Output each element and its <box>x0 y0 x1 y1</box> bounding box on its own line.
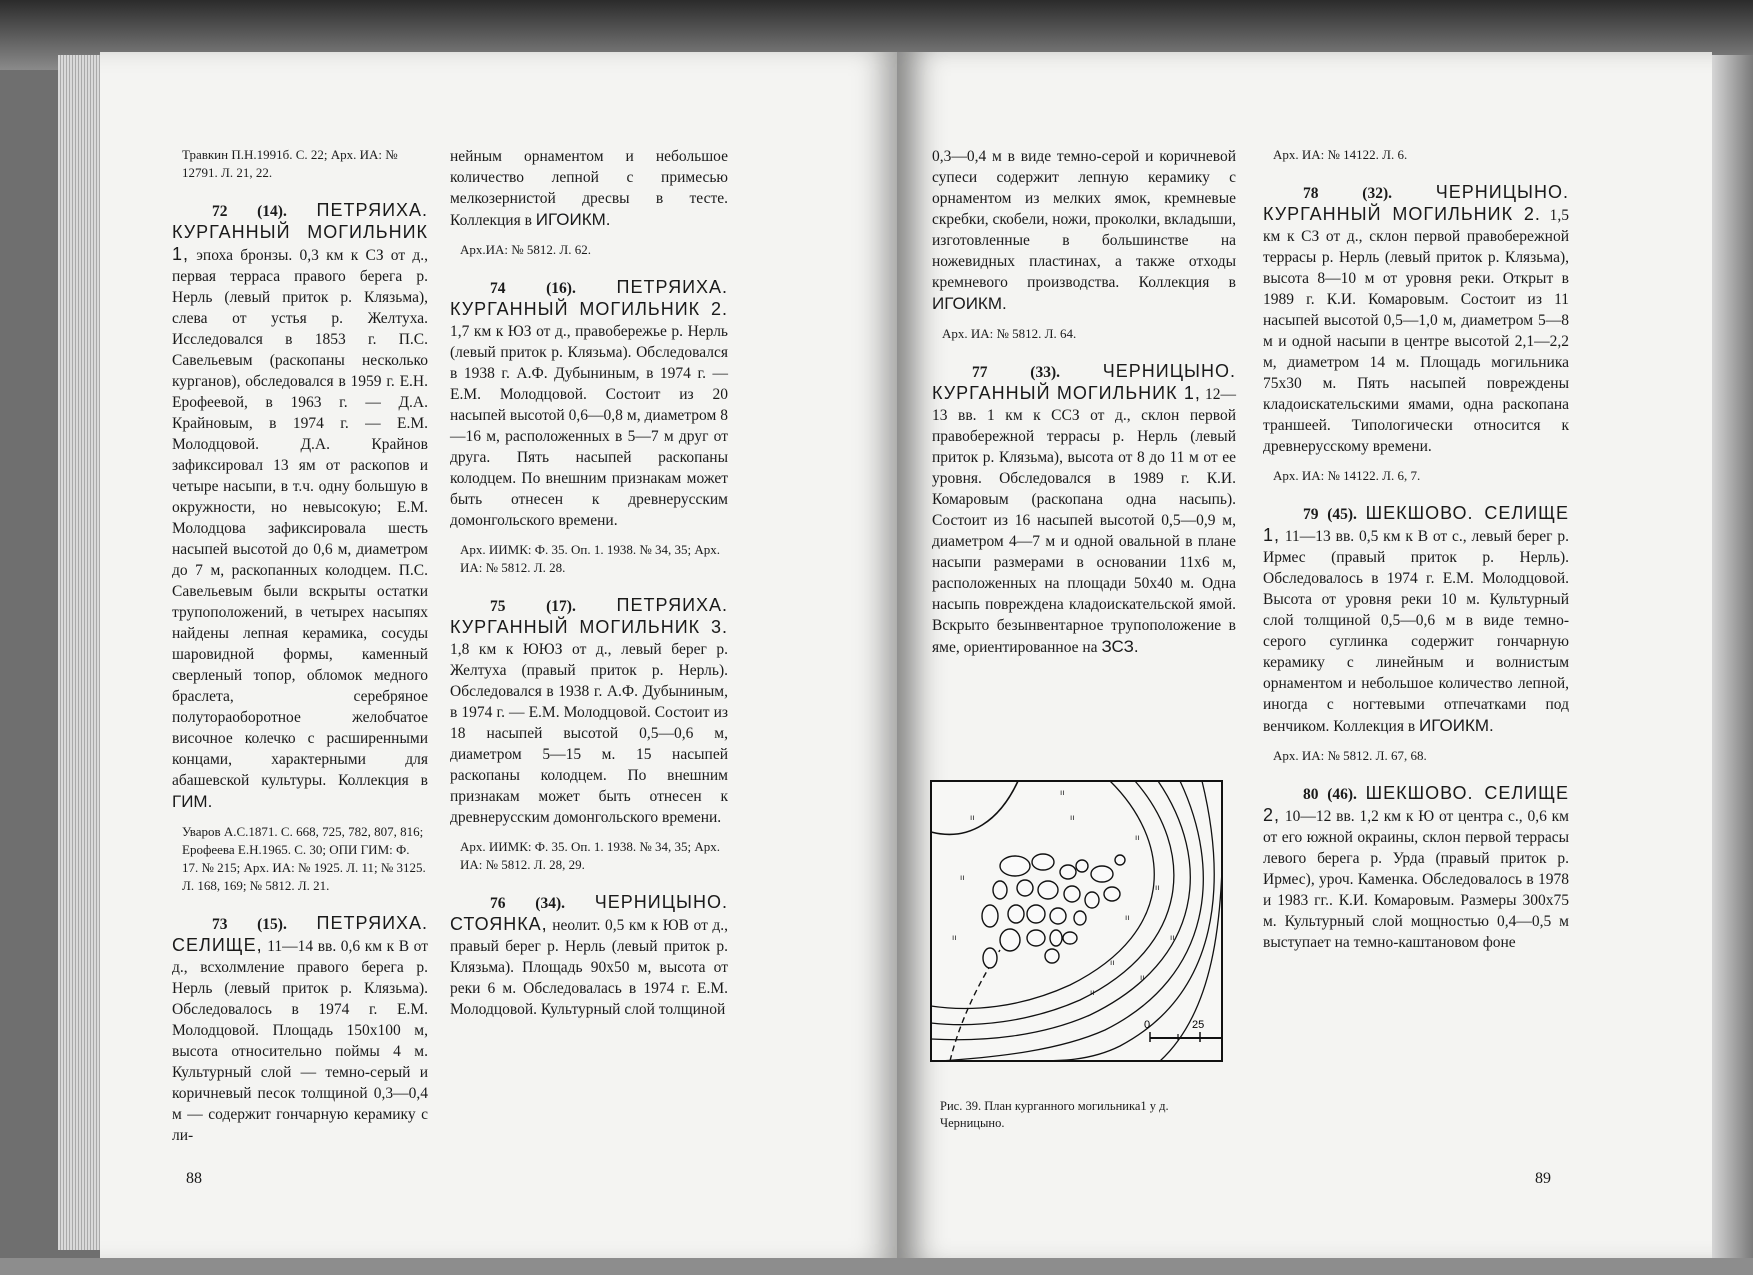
entry-number: 73 (15). <box>212 916 287 933</box>
right-book-edge <box>1712 55 1753 1265</box>
entry-number: 76 (34). <box>490 895 565 912</box>
entry-number: 80 (46). <box>1303 786 1357 803</box>
entry-heading: ЧЕРНИЦЫНО. КУРГАННЫЙ МОГИЛЬНИК 1, <box>932 361 1236 403</box>
collection-name: ИГОИКМ. <box>535 210 611 229</box>
entry-body: 11—14 вв. 0,6 км к В от д., всхолмление правого берега р. Нерль (левый приток р. Клязьма). Обследовалось в 1974 г. Е.М. Молодцовой. Площадь 150х100 м, высота относительно поймы 4 м. Культурный слой — темно-серый и коричневый песок толщиной 0,3—0,4 м — содержит гончарную керамику с ли- <box>172 938 429 1144</box>
left-column-2 <box>450 146 728 1026</box>
svg-text:ıı: ıı <box>970 813 975 822</box>
mound <box>1085 892 1099 908</box>
catalog-entry-78 <box>1263 182 1569 457</box>
entry-number: 79 (45). <box>1303 506 1357 523</box>
svg-text:ıı: ıı <box>1060 788 1065 797</box>
scale-min-label: 0 <box>1144 1019 1151 1031</box>
svg-text:ıı: ıı <box>1090 988 1095 997</box>
page-number-right: 89 <box>1535 1170 1551 1187</box>
mound <box>1032 854 1054 870</box>
reference-list: Травкин П.Н.1991б. С. 22; Арх. ИА: № 12791. Л. 21, 22. <box>182 147 398 180</box>
mound <box>1027 930 1045 946</box>
entry-heading: ЧЕРНИЦЫНО. СТОЯНКА, <box>450 892 728 934</box>
scan-background-bottom <box>0 1258 1753 1275</box>
catalog-entry-76 <box>450 892 728 1020</box>
mound <box>1027 905 1045 923</box>
entry-continuation <box>932 146 1236 315</box>
reference-list: Арх. ИА: № 5812. Л. 67, 68. <box>1273 748 1427 763</box>
mound <box>1000 856 1030 876</box>
svg-text:ıı: ıı <box>1070 813 1075 822</box>
entry-heading: ШЕКШОВО. СЕЛИЩЕ 2, <box>1263 783 1570 825</box>
svg-text:ıı: ıı <box>1140 973 1145 982</box>
entry-body: 1,5 км к СЗ от д., склон первой правобережной террасы р. Нерль (левый приток р. Клязьма), высота 8—10 м от уровня реки. Открыт в 1989 г. К.И. Комаровым. Состоит из 11 насыпей высотой 0,5—1,0 м, диаметром 5—8 м и одной насыпи в центре высотой 2,1—2,2 м, диаметром 14 м. Площадь могильника 75х30 м. Пять насыпей повреждены кладоискательскими ямами, одна раскопана траншеей. Типологически относится к древнерусскому времени. <box>1263 207 1570 455</box>
mound <box>1045 949 1059 963</box>
svg-text:ıı: ıı <box>1155 883 1160 892</box>
entry-number: 78 (32). <box>1303 185 1392 202</box>
left-column-1 <box>172 147 429 1152</box>
reference-list: Уваров А.С.1871. С. 668, 725, 782, 807, 816; Ерофеева Е.Н.1965. С. 30; ОПИ ГИМ: Ф. 17. № 215; Арх. ИА: № 1925. Л. 11; № 3125. Л. 168, 169; № 5812. Л. 21. <box>182 824 426 893</box>
mound <box>982 905 998 927</box>
reference-list: Арх. ИА: № 14122. Л. 6, 7. <box>1273 468 1421 483</box>
entry-body: эпоха бронзы. 0,3 км к СЗ от д., первая терраса правого берега р. Нерль (левый приток р. Клязьма), слева от устья р. Желтуха. Исследовался в 1853 г. П.С. Савельевым (раскопаны несколько курганов), обследовался в 1959 г. Е.Н. Ерофеевой, в 1963 г. — Д.А. Крайновым, в 1974 г. — Е.М. Молодцовой. Д.А. Крайнов зафиксировал 13 ям от раскопов и четыре насыпи, в т.ч. одну большую в окружности, но невысокую; Е.М. Молодцова зафиксировала шесть насыпей высотой до 0,6 м, диаметром до 7 м, раскопанных колодцем. П.С. Савельевым были вскрыты остатки трупоположений, в четырех насыпях найдены лепная керамика, сосуды шаровидной формы, каменный сверленый топор, обломок медного браслета, серебряное полутораоборотное желобчатое височное колечко с расширенными концами, характерными для абашевской культуры. Коллекция в <box>172 247 428 789</box>
mound <box>1074 911 1086 925</box>
reference-list: Арх.ИА: № 5812. Л. 62. <box>460 242 591 257</box>
entry-body: 12—13 вв. 1 км к ССЗ от д., склон первой правобережной террасы р. Нерль (левый приток р. Клязьма), высота от 8 до 11 м от ее уровня. Обследовался в 1989 г. К.И. Комаровым (раскопана одна насыпь). Состоит из 16 насыпей высотой 0,5—0,9 м, диаметром 4—7 м и одной овальной в плане насыпи размерами в основании 11х6 м, расположенных на площади 50х40 м. Одна насыпь повреждена кладоискательской ямой. Вскрыто безынвентарное трупоположение в яме, ориентированное на <box>932 386 1236 656</box>
reference-list: Арх. ИИМК: Ф. 35. Оп. 1. 1938. № 34, 35; Арх. ИА: № 5812. Л. 28, 29. <box>460 839 721 872</box>
entry-heading: ПЕТРЯИХА. СЕЛИЩЕ, <box>172 913 429 955</box>
mound <box>1038 881 1058 899</box>
entry-body: 0,3—0,4 м в виде темно-серой и коричневой супеси содержит лепную керамику с орнаментом из мелких ямок, кремневые скребки, скобели, ножи, проколки, вкладыши, изготовленные в большинстве на ножевидных пластинах, а также отходы кремневого производства. Коллекция в <box>932 148 1236 291</box>
collection-name: ГИМ. <box>172 792 213 811</box>
entry-heading: ЧЕРНИЦЫНО. КУРГАННЫЙ МОГИЛЬНИК 2. <box>1263 182 1569 224</box>
reference-list: Арх. ИА: № 5812. Л. 64. <box>942 326 1077 341</box>
entry-number: 77 (33). <box>972 364 1060 381</box>
figure-caption: Рис. 39. План курганного могильника1 у д. Черницыно. <box>940 1099 1169 1130</box>
collection-name: ИГОИКМ. <box>932 294 1007 313</box>
mound <box>993 881 1007 899</box>
right-column-1 <box>932 146 1236 664</box>
catalog-entry-72 <box>172 200 428 813</box>
entry-number: 74 (16). <box>490 280 576 297</box>
catalog-entry-77 <box>932 361 1236 658</box>
right-column-2 <box>1263 146 1569 959</box>
entry-body: 1,7 км к ЮЗ от д., правобережье р. Нерль (левый приток р. Клязьма). Обследовался в 1938 г. А.Ф. Дубыниным, в 1974 г. — Е.М. Молодцовой. Состоит из 20 насыпей высотой 0,6—0,8 м, диаметром 8—16 м, расположенных в 5—7 м друг от друга. Пять насыпей раскопаны колодцем. По внешним признакам может быть отнесен к древнерусским домонгольского времени. <box>450 323 728 529</box>
mound <box>1050 930 1062 946</box>
svg-text:ıı: ıı <box>1170 933 1175 942</box>
scale-max-label: 25 <box>1192 1019 1205 1031</box>
catalog-entry-75 <box>450 595 728 828</box>
entry-body: 1,8 км к ЮЮЗ от д., левый берег р. Желтуха (правый приток р. Нерль). Обследовался в 1938 г. А.Ф. Дубыниным, в 1974 г. — Е.М. Молодцовой. Состоит из 18 насыпей высотой 0,5—0,6 м, диаметром 5—15 м. 15 насыпей раскопаны колодцем. По внешним признакам может быть отнесен к древнерусским домонгольского времени. <box>450 641 728 826</box>
svg-text:ıı: ıı <box>1110 958 1115 967</box>
mound <box>1017 880 1033 896</box>
mound <box>1000 929 1020 951</box>
mound <box>983 948 997 968</box>
entry-body: 10—12 вв. 1,2 км к Ю от центра с., 0,6 км от его южной окраины, склон первой террасы левого берега р. Урда (правый приток р. Ирмес), уроч. Каменка. Обследовалось в 1978 и 1983 гг.. К.И. Комаровым. Размеры 300х75 м. Культурный слой мощностью 0,4—0,5 м выступает на темно-каштановом фоне <box>1263 808 1569 951</box>
entry-body: нейным орнаментом и небольшое количество лепной с примесью мелкозернистой дресвы в тесте. Коллекция в <box>450 148 728 229</box>
svg-text:ıı: ıı <box>1135 833 1140 842</box>
entry-heading: ПЕТРЯИХА. КУРГАННЫЙ МОГИЛЬНИК 1, <box>172 200 429 264</box>
entry-number: 72 (14). <box>212 203 287 220</box>
entry-heading: ПЕТРЯИХА. КУРГАННЫЙ МОГИЛЬНИК 2. <box>450 277 729 319</box>
mound <box>1008 905 1024 923</box>
mound <box>1091 866 1113 882</box>
svg-text:ıı: ıı <box>952 933 957 942</box>
catalog-entry-79 <box>1263 503 1569 737</box>
mound <box>1115 855 1125 865</box>
mound <box>1064 886 1080 902</box>
collection-name: ИГОИКМ. <box>1419 716 1494 735</box>
entry-body: неолит. 0,5 км к ЮВ от д., правый берег р. Нерль (левый приток р. Клязьма). Площадь 90х50 м, высота от реки 6 м. Обследовалась в 1974 г. Е.М. Молодцовой. Культурный слой толщиной <box>450 917 728 1018</box>
mound <box>1050 908 1066 924</box>
catalog-entry-73 <box>172 913 428 1146</box>
entry-continuation <box>450 146 728 231</box>
mound <box>1063 932 1077 944</box>
reference-list: Арх. ИИМК: Ф. 35. Оп. 1. 1938. № 34, 35; Арх. ИА: № 5812. Л. 28. <box>460 542 721 575</box>
mound <box>1104 887 1120 901</box>
entry-body: 11—13 вв. 0,5 км к В от с., левый берег р. Ирмес (правый приток р. Нерль). Обследовалось в 1974 г. Е.М. Молодцовой. Высота от уровня реки 10 м. Культурный слой толщиной 0,5—0,6 м в виде темно-серого суглинка содержит гончарную керамику с линейным и волнистым орнаментом и небольшое количество лепной, иногда с ногтевыми отпечатками под венчиком. Коллекция в <box>1263 528 1569 735</box>
catalog-entry-74 <box>450 277 728 531</box>
svg-text:ıı: ıı <box>960 873 965 882</box>
mound <box>1076 860 1088 872</box>
orientation-label: ЗСЗ. <box>1101 637 1139 656</box>
entry-heading: ПЕТРЯИХА. КУРГАННЫЙ МОГИЛЬНИК 3. <box>450 595 729 637</box>
page-number-left: 88 <box>186 1170 202 1187</box>
svg-text:ıı: ıı <box>1125 913 1130 922</box>
entry-heading: ШЕКШОВО. СЕЛИЩЕ 1, <box>1263 503 1570 545</box>
catalog-entry-80 <box>1263 783 1569 953</box>
mound <box>1060 865 1076 879</box>
reference-list: Арх. ИА: № 14122. Л. 6. <box>1273 147 1408 162</box>
entry-number: 75 (17). <box>490 598 576 615</box>
kurgan-plan-figure <box>930 780 1223 1062</box>
kurgan-plan-map <box>930 780 1223 1062</box>
